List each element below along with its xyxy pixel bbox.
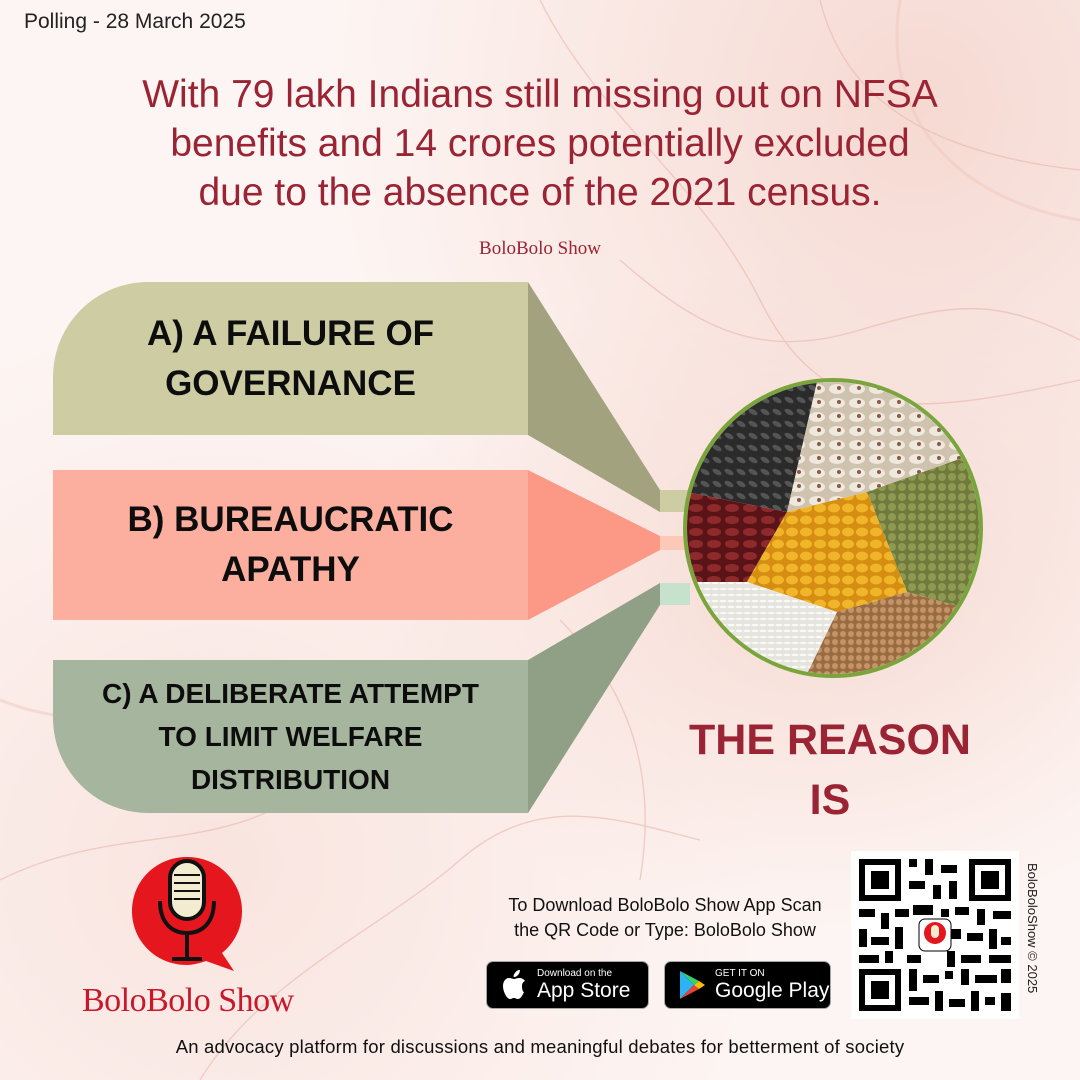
brand-caption: BoloBolo Show	[479, 238, 601, 259]
option-c-line: DISTRIBUTION	[190, 764, 391, 795]
google-play-big: Google Play	[715, 979, 830, 1002]
option-c-line: TO LIMIT WELFARE	[158, 721, 423, 752]
option-a-line: GOVERNANCE	[165, 363, 416, 403]
app-store-big: App Store	[537, 979, 631, 1002]
app-store-button[interactable]	[486, 961, 649, 1009]
headline-line: With 79 lakh Indians still missing out on NFSA	[142, 73, 938, 116]
reason-label	[660, 710, 1000, 830]
connector-a	[528, 282, 660, 512]
tagline: An advocacy platform for discussions and meaningful debates for betterment of society	[175, 1036, 905, 1057]
option-c-line: C) A DELIBERATE ATTEMPT	[102, 678, 479, 709]
download-line: To Download BoloBolo Show App Scan	[508, 895, 822, 915]
google-play-button[interactable]	[664, 961, 831, 1009]
connector-c	[528, 583, 660, 813]
app-store-small: Download on the	[537, 968, 613, 979]
google-play-small: GET IT ON	[715, 968, 765, 979]
copyright-vertical	[1022, 858, 1042, 1018]
google-play-icon	[675, 968, 709, 1002]
option-a-line: A) A FAILURE OF	[146, 313, 435, 353]
option-b-line: B) BUREAUCRATIC	[127, 500, 454, 539]
qr-code[interactable]	[851, 851, 1019, 1019]
option-a[interactable]	[53, 282, 528, 435]
download-line: the QR Code or Type: BoloBolo Show	[514, 920, 816, 940]
grains-illustration	[687, 382, 979, 674]
reason-line: THE REASON	[689, 716, 971, 764]
apple-icon	[497, 968, 531, 1002]
option-c[interactable]	[53, 660, 528, 813]
poll-date: Polling - 28 March 2025	[24, 10, 246, 33]
option-b[interactable]	[53, 470, 528, 620]
reason-line: IS	[809, 776, 851, 824]
download-instructions	[470, 893, 860, 943]
logo-text: BoloBolo Show	[82, 982, 294, 1019]
option-b-line: APATHY	[221, 550, 360, 589]
connector-b	[528, 470, 660, 620]
grains-image	[683, 378, 983, 678]
headline	[60, 70, 1020, 217]
headline-line: due to the absence of the 2021 census.	[198, 171, 882, 214]
microphone-logo-icon	[130, 853, 245, 973]
copyright-text: BoloBoloShow © 2025	[1025, 863, 1040, 994]
headline-line: benefits and 14 crores potentially excluded	[170, 122, 910, 165]
qr-code-icon	[851, 851, 1019, 1019]
